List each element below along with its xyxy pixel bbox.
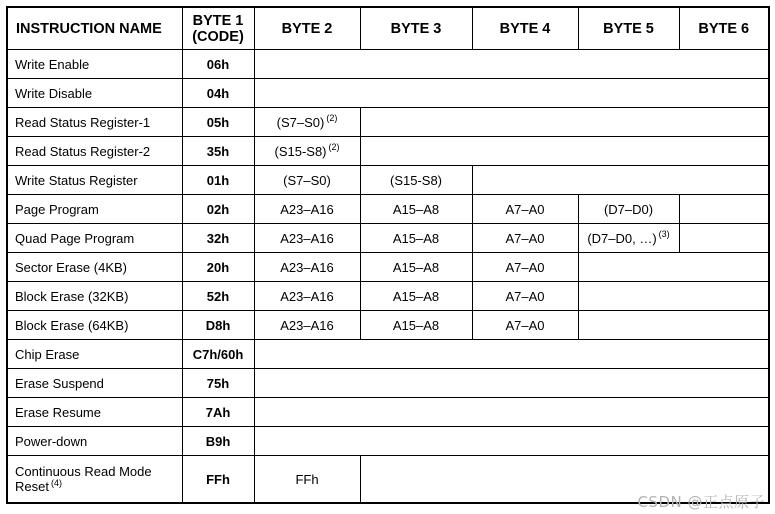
instruction-name: Power-down	[7, 427, 182, 456]
table-row	[7, 398, 769, 427]
empty-cell	[472, 166, 769, 195]
empty-cell	[360, 108, 769, 137]
instruction-table	[6, 6, 770, 504]
empty-cell	[254, 50, 769, 79]
byte4-cell: A7–A0	[472, 253, 578, 282]
byte4-cell: A7–A0	[472, 311, 578, 340]
instruction-name: Read Status Register-2	[7, 137, 182, 166]
empty-cell	[254, 398, 769, 427]
byte3-cell: A15–A8	[360, 282, 472, 311]
instruction-name: Quad Page Program	[7, 224, 182, 253]
table-row	[7, 427, 769, 456]
byte4-cell: A7–A0	[472, 282, 578, 311]
byte5-cell: (D7–D0, …) $^{(3)}$	[578, 224, 679, 253]
byte2-cell: (S7–S0) $^{(2)}$	[254, 108, 360, 137]
header-byte3: BYTE 3	[360, 7, 472, 50]
byte3-cell: A15–A8	[360, 253, 472, 282]
instruction-code: 75h	[182, 369, 254, 398]
watermark: CSDN @正点原子	[637, 493, 765, 511]
empty-cell	[254, 340, 769, 369]
instruction-code: 02h	[182, 195, 254, 224]
byte3-cell: (S15-S8)	[360, 166, 472, 195]
byte2-cell: A23–A16	[254, 253, 360, 282]
footnote-mark: (2)	[326, 113, 338, 124]
byte2-cell: A23–A16	[254, 282, 360, 311]
instruction-code: 52h	[182, 282, 254, 311]
header-byte5: BYTE 5	[578, 7, 679, 50]
instruction-code: FFh	[182, 456, 254, 504]
byte3-cell: A15–A8	[360, 224, 472, 253]
byte2-cell: A23–A16	[254, 311, 360, 340]
table-row	[7, 195, 769, 224]
instruction-code: 32h	[182, 224, 254, 253]
instruction-code: 35h	[182, 137, 254, 166]
footnote-mark: (3)	[658, 229, 670, 240]
instruction-code: 7Ah	[182, 398, 254, 427]
instruction-name: Write Enable	[7, 50, 182, 79]
table-row	[7, 282, 769, 311]
table-row	[7, 311, 769, 340]
table-row	[7, 79, 769, 108]
byte3-cell: A15–A8	[360, 311, 472, 340]
header-byte6: BYTE 6	[679, 7, 769, 50]
instruction-name: Erase Resume	[7, 398, 182, 427]
empty-cell	[578, 311, 769, 340]
instruction-code: 06h	[182, 50, 254, 79]
instruction-name: Erase Suspend	[7, 369, 182, 398]
byte2-cell: FFh	[254, 456, 360, 504]
instruction-name: Sector Erase (4KB)	[7, 253, 182, 282]
instruction-code: 04h	[182, 79, 254, 108]
byte4-cell: A7–A0	[472, 224, 578, 253]
table-row	[7, 137, 769, 166]
instruction-name: Write Disable	[7, 79, 182, 108]
empty-cell	[679, 224, 769, 253]
header-byte4: BYTE 4	[472, 7, 578, 50]
empty-cell	[254, 369, 769, 398]
table-row	[7, 166, 769, 195]
byte5-cell: (D7–D0)	[578, 195, 679, 224]
instruction-name: Write Status Register	[7, 166, 182, 195]
empty-cell	[578, 253, 769, 282]
empty-cell	[578, 282, 769, 311]
empty-cell	[679, 195, 769, 224]
table-row	[7, 224, 769, 253]
instruction-name: Page Program	[7, 195, 182, 224]
instruction-code: 20h	[182, 253, 254, 282]
byte4-cell: A7–A0	[472, 195, 578, 224]
empty-cell	[254, 79, 769, 108]
table-row	[7, 108, 769, 137]
footnote-mark: (4)	[50, 477, 62, 488]
header-instruction-name: INSTRUCTION NAME	[7, 7, 182, 50]
instruction-code: B9h	[182, 427, 254, 456]
table-row	[7, 50, 769, 79]
table-row	[7, 253, 769, 282]
instruction-name: Block Erase (64KB)	[7, 311, 182, 340]
footnote-mark: (2)	[328, 142, 340, 153]
byte3-cell: A15–A8	[360, 195, 472, 224]
table-row	[7, 340, 769, 369]
byte2-cell: (S7–S0)	[254, 166, 360, 195]
header-row	[7, 7, 769, 50]
empty-cell	[360, 137, 769, 166]
header-byte1: BYTE 1 (CODE)	[182, 7, 254, 50]
byte2-cell: A23–A16	[254, 195, 360, 224]
table-row	[7, 369, 769, 398]
header-byte2: BYTE 2	[254, 7, 360, 50]
byte2-cell: (S15-S8) $^{(2)}$	[254, 137, 360, 166]
instruction-code: 05h	[182, 108, 254, 137]
instruction-name: Read Status Register-1	[7, 108, 182, 137]
instruction-code: C7h/60h	[182, 340, 254, 369]
instruction-name: Block Erase (32KB)	[7, 282, 182, 311]
byte2-cell: A23–A16	[254, 224, 360, 253]
instruction-name: Chip Erase	[7, 340, 182, 369]
instruction-code: D8h	[182, 311, 254, 340]
empty-cell	[254, 427, 769, 456]
instruction-code: 01h	[182, 166, 254, 195]
instruction-name: Continuous Read Mode Reset $^{(4)}$	[7, 456, 182, 504]
